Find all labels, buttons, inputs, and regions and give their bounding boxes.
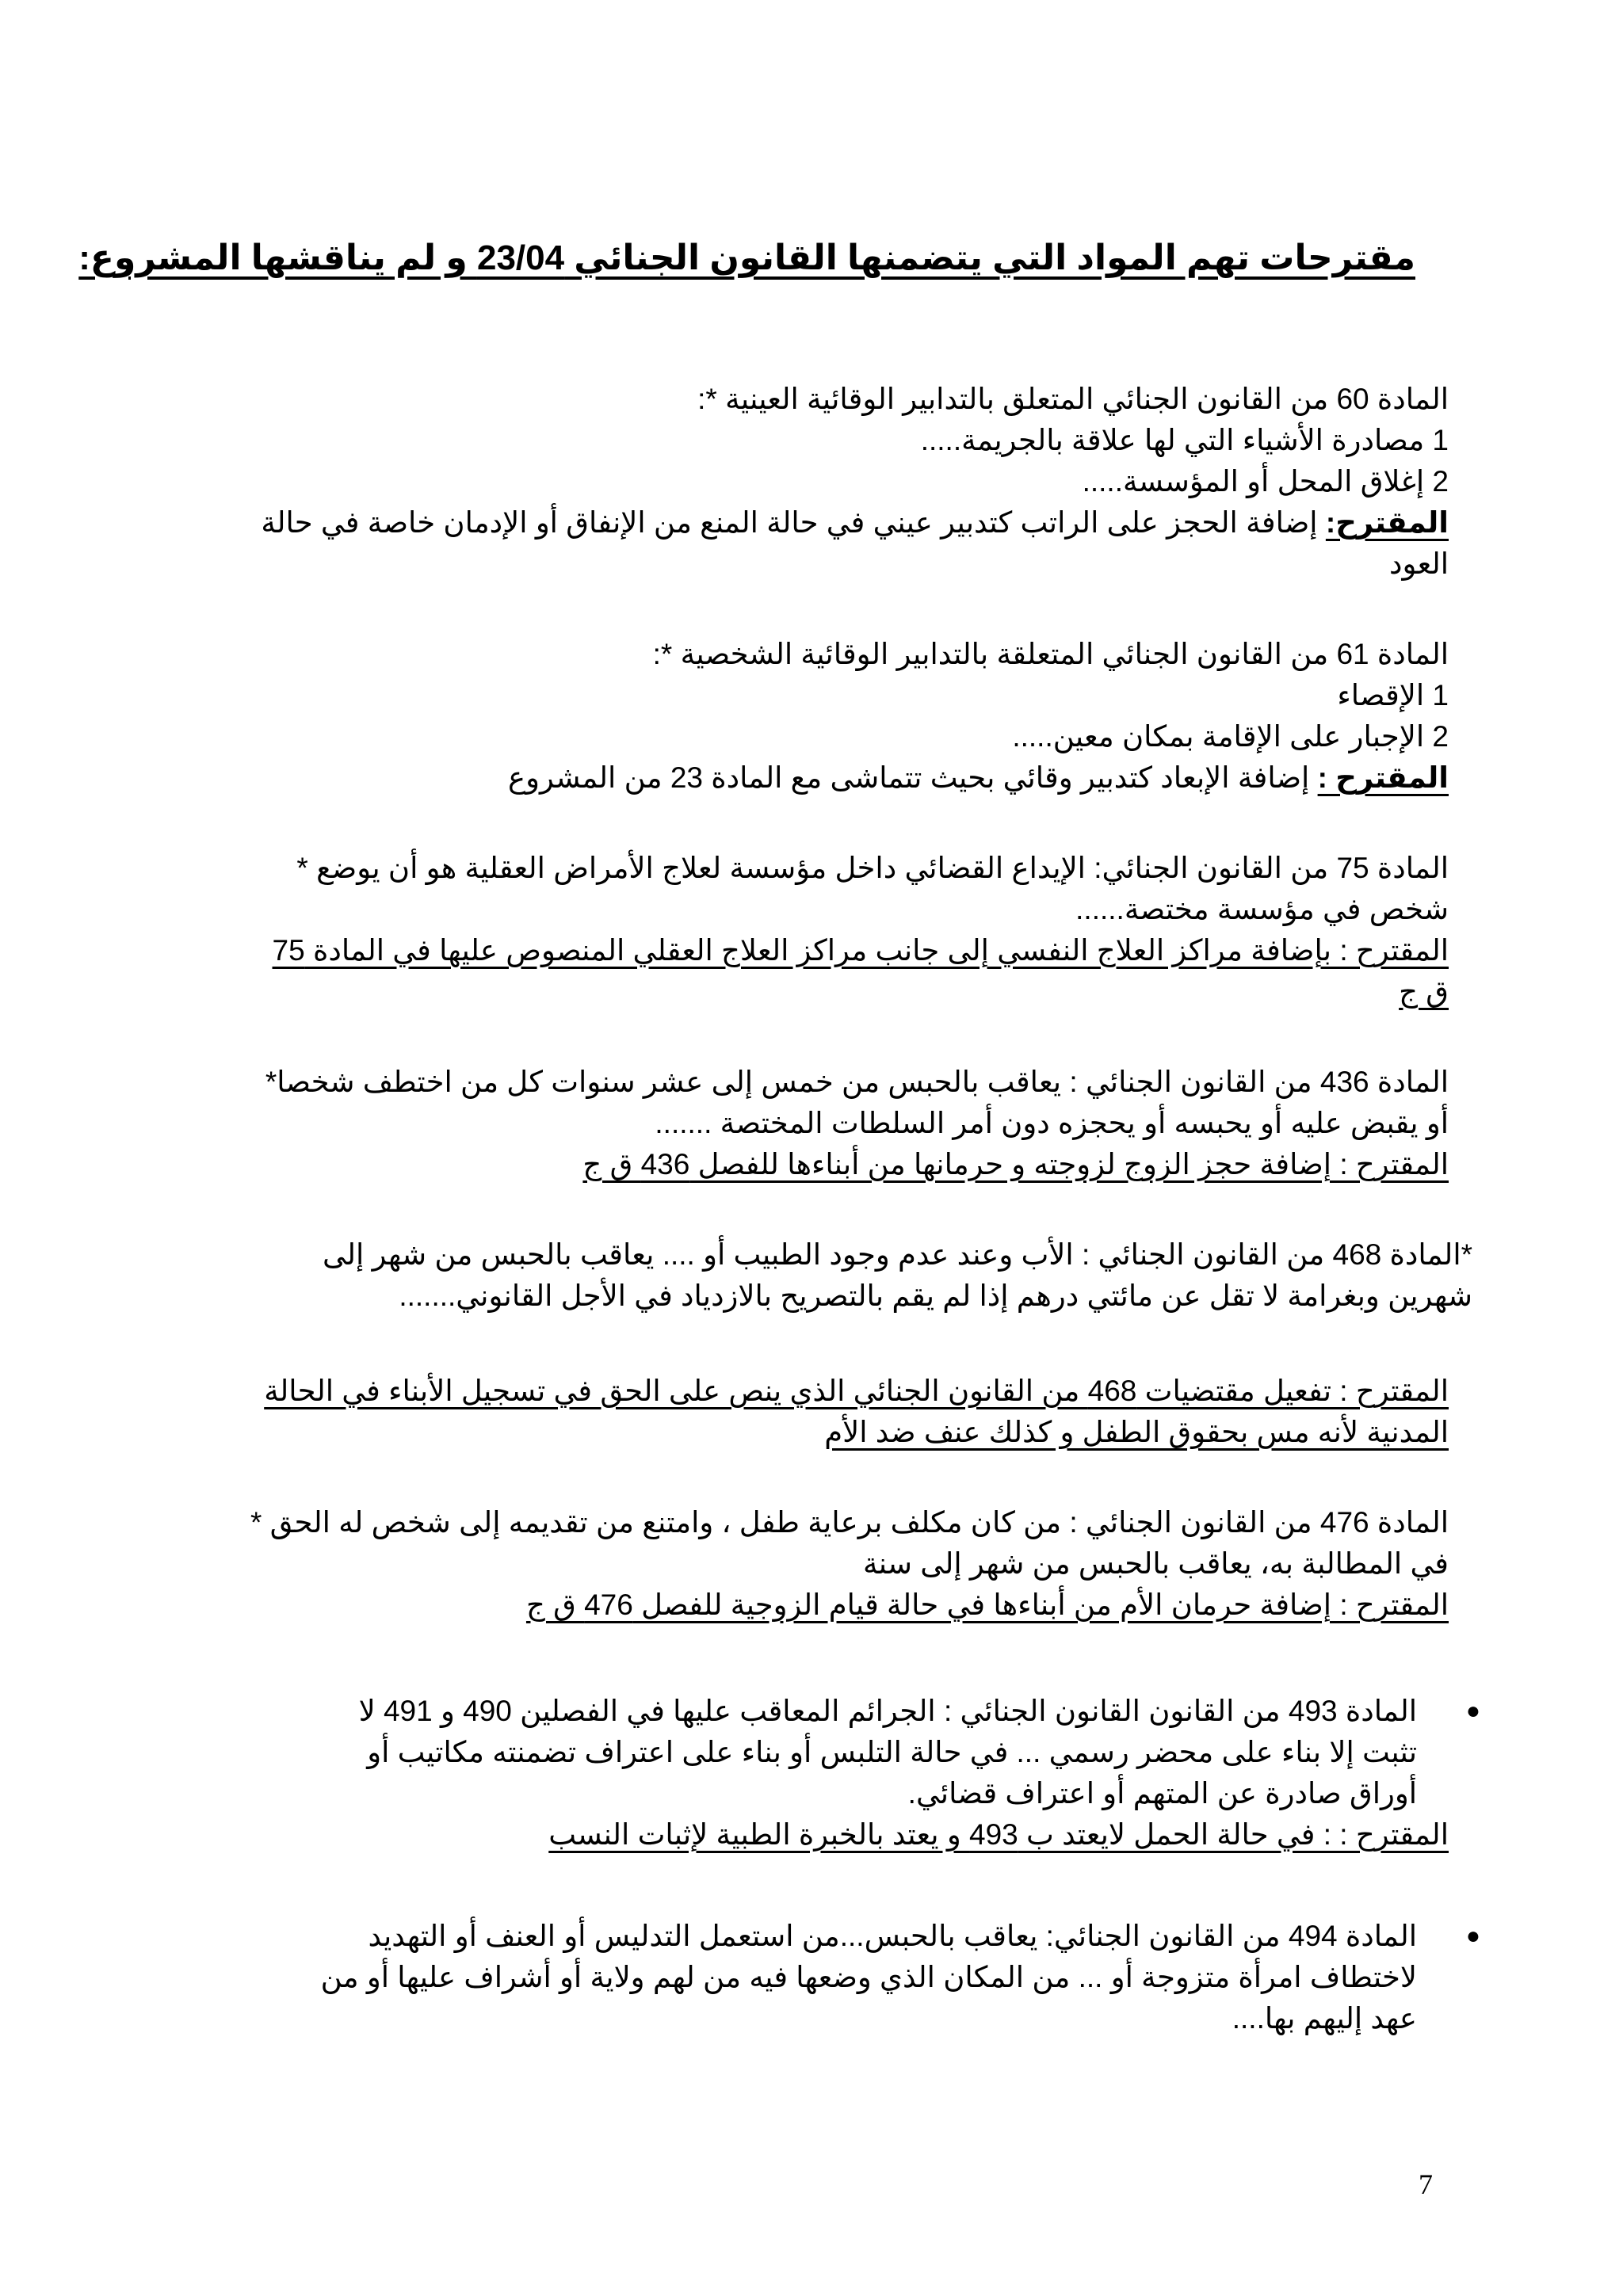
page-number: 7 [1419, 2168, 1433, 2200]
article-494-cont-1: لاختطاف امرأة متزوجة أو ... من المكان الذي وضعها فيه من لهم ولاية أو أشراف عليها أو من [320, 1961, 1417, 1993]
article-60-proposal-cont: العود [1389, 547, 1449, 580]
article-468-proposal: المقترح : تفعيل مقتضيات 468 من القانون الجنائي الذي ينص على الحق في تسجيل الأبناء في الحالة [264, 1375, 1449, 1407]
article-493-proposal: المقترح : : في حالة الحمل لايعتد ب 493 و يعتد بالخبرة الطبية لإثبات النسب [548, 1818, 1449, 1851]
proposal-text: إضافة الحجز على الراتب كتدبير عيني في حالة المنع من الإنفاق أو الإدمان خاصة في حالة [261, 506, 1318, 539]
article-493-heading: المادة 493 من القانون القانون الجنائي : الجرائم المعاقب عليها في الفصلين 490 و 491 لا [358, 1695, 1417, 1727]
article-436-cont: أو يقبض عليه أو يحبسه أو يحجزه دون أمر السلطات المختصة ....... [655, 1107, 1449, 1139]
article-468-heading: *المادة 468 من القانون الجنائي : الأب وعند عدم وجود الطبيب أو .... يعاقب بالحبس من شهر إلى [322, 1238, 1472, 1271]
article-61-proposal [508, 757, 1449, 799]
article-60-item-1: 1 مصادرة الأشياء التي لها علاقة بالجريمة..... [920, 424, 1449, 456]
article-476-proposal: المقترح : إضافة حرمان الأم من أبناءها في حالة قيام الزوجية للفصل 476 ق ج [525, 1589, 1449, 1621]
article-493-cont-2: أوراق صادرة عن المتهم أو اعتراف قضائي. [907, 1777, 1417, 1810]
article-75-cont: شخص في مؤسسة مختصة...... [1075, 893, 1449, 925]
article-436-heading: المادة 436 من القانون الجنائي : يعاقب بالحبس من خمس إلى عشر سنوات كل من اختطف شخصا* [265, 1066, 1449, 1098]
article-494-heading: المادة 494 من القانون الجنائي: يعاقب بالحبس...من استعمل التدليس أو العنف أو التهديد [368, 1920, 1417, 1952]
article-61-item-1: 1 الإقصاء [1337, 679, 1449, 711]
proposal-label: المقترح : [1317, 761, 1449, 794]
article-436-proposal: المقترح : إضافة حجز الزوج لزوجته و حرمانها من أبناءها للفصل 436 ق ج [582, 1148, 1449, 1180]
proposal-label: المقترح: [1325, 506, 1449, 539]
article-75-heading: المادة 75 من القانون الجنائي: الإيداع القضائي داخل مؤسسة لعلاج الأمراض العقلية هو أن يوضع * [296, 852, 1449, 884]
article-61-heading: المادة 61 من القانون الجنائي المتعلقة بالتدابير الوقائية الشخصية *: [652, 638, 1449, 670]
article-61-item-2: 2 الإجبار على الإقامة بمكان معين..... [1012, 720, 1449, 753]
page-title: مقترحات تهم المواد التي يتضمنها القانون الجنائي 23/04 و لم يناقشها المشروع: [78, 238, 1415, 277]
article-493-cont-1: تثبت إلا بناء على محضر رسمي ... في حالة التلبس أو بناء على اعتراف تضمنته مكاتيب أو [367, 1736, 1417, 1768]
bullet-icon: ● [1465, 1923, 1480, 1949]
article-468-proposal-cont: المدنية لأنه مس بحقوق الطفل و كذلك عنف ضد الأم [824, 1416, 1449, 1448]
article-75-proposal-cont: ق ج [1399, 975, 1449, 1008]
article-494-cont-2: عهد إليهم بها.... [1232, 2002, 1417, 2035]
bullet-icon: ● [1465, 1698, 1480, 1724]
proposal-text: إضافة الإبعاد كتدبير وقائي بحيث تتماشى مع المادة 23 من المشروع [508, 761, 1310, 794]
article-60-item-2: 2 إغلاق المحل أو المؤسسة..... [1082, 465, 1449, 498]
article-60-proposal [261, 502, 1449, 543]
article-476-heading: المادة 476 من القانون الجنائي : من كان مكلف برعاية طفل ، وامتنع من تقديمه إلى شخص له الحق * [250, 1506, 1449, 1539]
article-468-cont: شهرين وبغرامة لا تقل عن مائتي درهم إذا لم يقم بالتصريح بالازدياد في الأجل القانوني....... [399, 1280, 1472, 1312]
article-60-heading: المادة 60 من القانون الجنائي المتعلق بالتدابير الوقائية العينية *: [697, 383, 1449, 415]
article-476-cont: في المطالبة به، يعاقب بالحبس من شهر إلى سنة [862, 1547, 1449, 1580]
article-75-proposal: المقترح : بإضافة مراكز العلاج النفسي إلى جانب مراكز العلاج العقلي المنصوص عليها في المادة 75 [272, 934, 1449, 967]
